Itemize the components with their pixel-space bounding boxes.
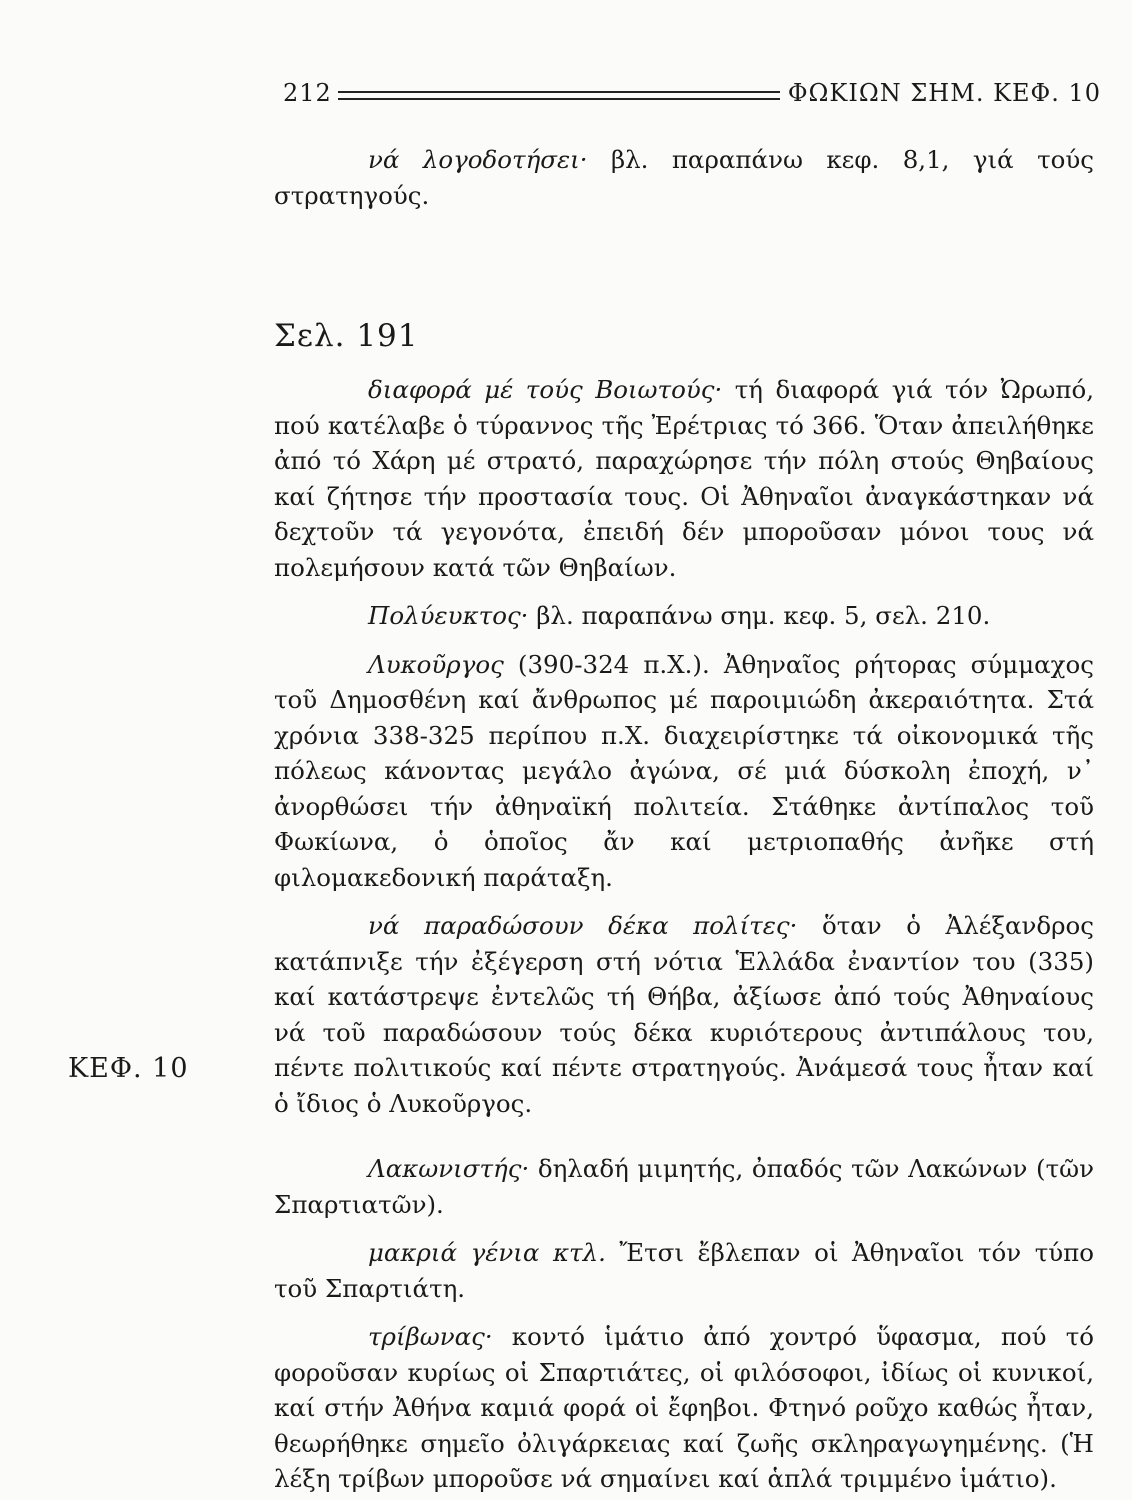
note-entry (274, 372, 1094, 585)
note-entry (274, 598, 1094, 634)
notes-body (274, 142, 1094, 1497)
note-text: βλ. παραπάνω κεφ. 8,1, γιά τούς στρατηγούς. (274, 145, 1094, 210)
note-text: τή διαφορά γιά τόν Ὠρωπό, πού κατέλαβε ὁ τύραννος τῆς Ἐρέτριας τό 366. Ὅταν ἀπειλήθηκε ἀπό τό Χάρη μέ στρατό, παραχώρησε τήν πόλη στούς Θηβαίους καί ζήτησε τήν προστασία τους. Οἱ Ἀθηναῖοι ἀναγκάστηκαν νά δεχτοῦν τά γεγονότα, ἐπειδή δέν μποροῦσαν μόνοι τους νά πολεμήσουν κατά τῶν Θηβαίων. (274, 375, 1094, 582)
note-text: Ἔτσι ἔβλεπαν οἱ Ἀθηναῖοι τόν τύπο τοῦ Σπαρτιάτη. (274, 1238, 1095, 1303)
note-term: μακριά γένια κτλ. (368, 1238, 606, 1267)
note-term: Λακωνιστής· (368, 1154, 530, 1183)
note-entry (274, 647, 1094, 896)
note-entry (274, 1235, 1094, 1306)
note-term: Πολύευκτος· (368, 601, 529, 630)
note-term: νά λογοδοτήσει· (368, 145, 588, 174)
note-term: Λυκοῦργος (368, 649, 504, 679)
note-entry (274, 1151, 1094, 1222)
note-text: δηλαδή μιμητής, ὀπαδός τῶν Λακώνων (τῶν Σπαρτιατῶν). (274, 1154, 1094, 1219)
note-entry (274, 142, 1094, 213)
page-number: 212 (283, 79, 332, 107)
chapter-margin-label: ΚΕΦ. 10 (68, 1053, 189, 1084)
note-term: διαφορά μέ τούς Βοιωτούς· (368, 375, 723, 404)
header-double-rule (338, 91, 780, 100)
note-term: τρίβωνας· (368, 1322, 493, 1351)
note-text: βλ. παραπάνω σημ. κεφ. 5, σελ. 210. (528, 601, 991, 630)
note-text: ὅταν ὁ Ἀλέξανδρος κατάπνιξε τήν ἐξέγερση στή νότια Ἑλλάδα ἐναντίον του (335) καί κατάστρεψε ἐντελῶς τή Θήβα, ἀξίωσε ἀπό τούς Ἀθηναίους νά τοῦ παραδώσουν τούς δέκα κυριότερους ἀντιπάλους του, πέντε πολιτικούς καί πέντε στρατηγούς. Ἀνάμεσά τους ἦταν καί ὁ ἴδιος ὁ Λυκοῦργος. (274, 911, 1095, 1118)
note-text: (390-324 π.Χ.). Ἀθηναῖος ρήτορας σύμμαχος τοῦ Δημοσθένη καί ἄνθρωπος μέ παροιμιώδη ἀκεραιότητα. Στά χρόνια 338-325 περίπου π.Χ. διαχειρίστηκε τά οἰκονομικά τῆς πόλεως κάνοντας μεγάλο ἀγώνα, σέ μιά δύσκολη ἐποχή, ν᾽ ἀνορθώσει τήν ἀθηναϊκή πολιτεία. Στάθηκε ἀντίπαλος τοῦ Φωκίωνα, ὁ ὁποῖος ἄν καί μετριοπαθής ἀνῆκε στή φιλομακεδονική παράταξη. (274, 649, 1094, 892)
section-heading: Σελ. 191 (274, 318, 419, 354)
note-entry (274, 908, 1094, 1121)
running-title: ΦΩΚΙΩΝ ΣΗΜ. ΚΕΦ. 10 (787, 79, 1101, 107)
note-term: νά παραδώσουν δέκα πολίτες· (368, 911, 798, 940)
note-text: κοντό ἱμάτιο ἀπό χοντρό ὕφασμα, πού τό φοροῦσαν κυρίως οἱ Σπαρτιάτες, οἱ φιλόσοφοι, ἰδίως οἱ κυνικοί, καί στήν Ἀθήνα καμιά φορά οἱ ἔφηβοι. Φτηνό ροῦχο καθώς ἦταν, θεωρήθηκε σημεῖο ὀλιγάρκειας καί ζωῆς σκληραγωγημένης. (Ἡ λέξη τρίβων μποροῦσε νά σημαίνει καί ἁπλά τριμμένο ἱμάτιο). (274, 1322, 1094, 1493)
running-header (283, 76, 1101, 110)
note-entry (274, 1319, 1094, 1497)
